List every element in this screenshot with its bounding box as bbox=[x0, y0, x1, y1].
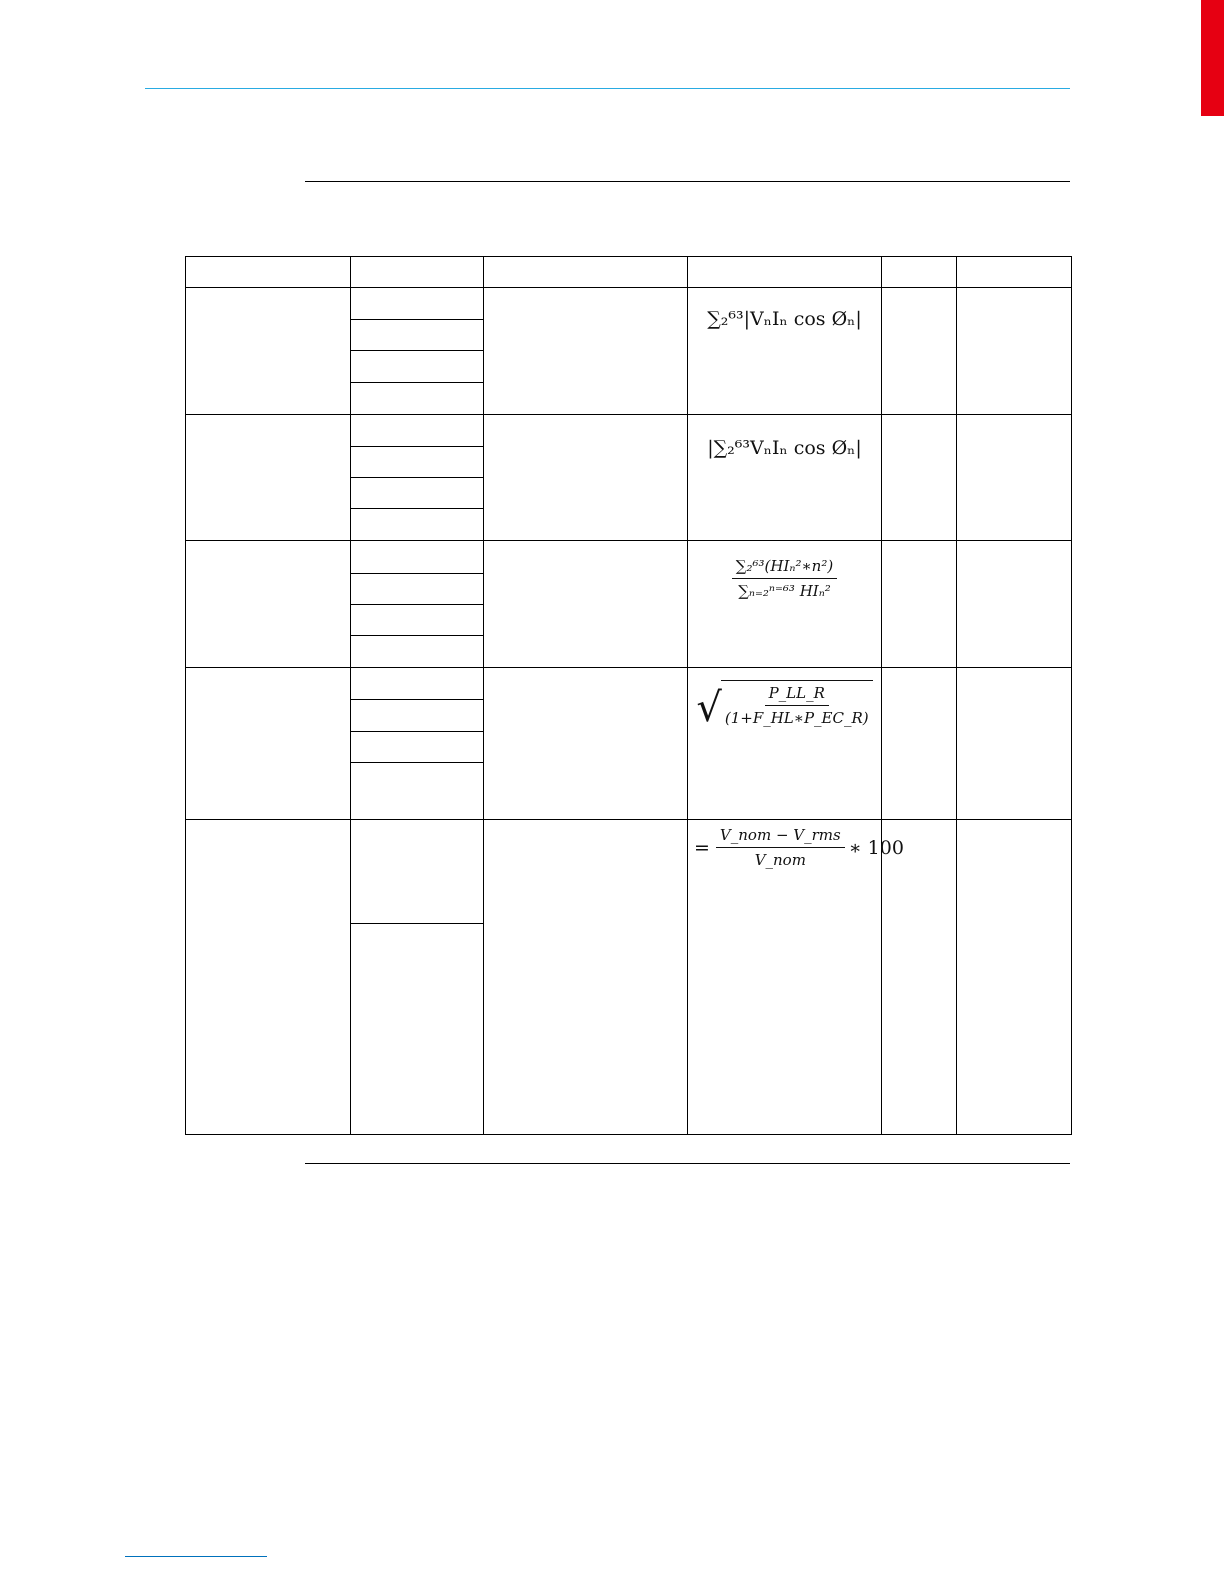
table-cell bbox=[484, 541, 688, 668]
fraction-denominator: (1+F_HL∗P_EC_R) bbox=[724, 709, 869, 728]
section-bottom-rule bbox=[305, 1163, 1070, 1164]
table-cell bbox=[882, 668, 957, 820]
table-cell bbox=[957, 541, 1072, 668]
table-cell bbox=[351, 573, 484, 604]
header-cell bbox=[484, 257, 688, 288]
header-rule bbox=[145, 88, 1070, 89]
formula-cell bbox=[688, 668, 882, 820]
table-row bbox=[186, 820, 1072, 924]
fraction-denominator: V_nom bbox=[754, 851, 806, 870]
footer-rule bbox=[125, 1556, 267, 1557]
table-cell bbox=[351, 604, 484, 635]
formula-derating bbox=[688, 680, 881, 732]
table-cell bbox=[882, 541, 957, 668]
header-cell bbox=[882, 257, 957, 288]
table-row bbox=[186, 668, 1072, 700]
chapter-edge-tab bbox=[1201, 0, 1224, 116]
fraction bbox=[732, 557, 837, 600]
table-header-row bbox=[186, 257, 1072, 288]
table-cell bbox=[957, 414, 1072, 541]
fraction-denominator: ∑ₙ₌₂ⁿ⁼⁶³ HIₙ² bbox=[738, 582, 831, 601]
table-cell bbox=[351, 923, 484, 1134]
section-top-rule bbox=[305, 181, 1070, 182]
table-cell bbox=[882, 820, 957, 1135]
formula-harmonic-power-sum-abs: |∑₂⁶³VₙIₙ cos Øₙ| bbox=[707, 436, 862, 459]
table-cell bbox=[957, 668, 1072, 820]
fraction-numerator: ∑₂⁶³(HIₙ²∗n²) bbox=[732, 557, 837, 579]
table-row bbox=[186, 288, 1072, 320]
table-cell bbox=[186, 414, 351, 541]
formula-cell bbox=[688, 288, 882, 415]
fraction-numerator: V_nom − V_rms bbox=[716, 826, 845, 848]
fraction bbox=[716, 826, 845, 869]
table-cell bbox=[351, 288, 484, 320]
table-cell bbox=[351, 382, 484, 414]
table-cell bbox=[351, 351, 484, 382]
table-cell bbox=[351, 541, 484, 573]
table-cell bbox=[957, 288, 1072, 415]
table-cell bbox=[186, 541, 351, 668]
formula-voltage-deviation bbox=[694, 826, 904, 870]
formula-harmonic-power-abs-sum: ∑₂⁶³|VₙIₙ cos Øₙ| bbox=[707, 308, 862, 330]
header-cell bbox=[186, 257, 351, 288]
table-cell bbox=[882, 288, 957, 415]
radicand bbox=[721, 680, 873, 727]
table-cell bbox=[351, 731, 484, 762]
formula-cell bbox=[688, 820, 904, 1135]
table-cell bbox=[351, 700, 484, 731]
table-cell bbox=[484, 668, 688, 820]
table-cell bbox=[351, 414, 484, 446]
table-cell bbox=[882, 414, 957, 541]
table-cell bbox=[351, 762, 484, 819]
header-cell bbox=[688, 257, 882, 288]
table-row bbox=[186, 541, 1072, 573]
table-row bbox=[186, 414, 1072, 446]
formula-cell bbox=[688, 541, 882, 668]
table-cell bbox=[351, 635, 484, 667]
table-cell bbox=[351, 320, 484, 351]
table-cell bbox=[351, 820, 484, 924]
formula-k-factor bbox=[688, 557, 881, 600]
square-root bbox=[696, 680, 872, 732]
table-cell bbox=[351, 668, 484, 700]
table-cell bbox=[351, 478, 484, 509]
table-cell bbox=[957, 820, 1072, 1135]
radical-sign: √ bbox=[696, 685, 722, 732]
table-cell bbox=[484, 288, 688, 415]
table-cell bbox=[186, 668, 351, 820]
table-cell bbox=[351, 509, 484, 541]
fraction bbox=[721, 684, 873, 727]
header-cell bbox=[351, 257, 484, 288]
formula-cell bbox=[688, 414, 882, 541]
table-cell bbox=[186, 288, 351, 415]
table-cell bbox=[351, 446, 484, 477]
header-cell bbox=[957, 257, 1072, 288]
fraction-numerator: P_LL_R bbox=[765, 684, 829, 706]
equals-sign: = bbox=[694, 836, 710, 859]
parameter-table bbox=[185, 256, 1072, 1135]
multiplier: ∗ 100 bbox=[848, 836, 904, 859]
table-cell bbox=[186, 820, 351, 1135]
table-cell bbox=[484, 820, 688, 1135]
table-cell bbox=[484, 414, 688, 541]
